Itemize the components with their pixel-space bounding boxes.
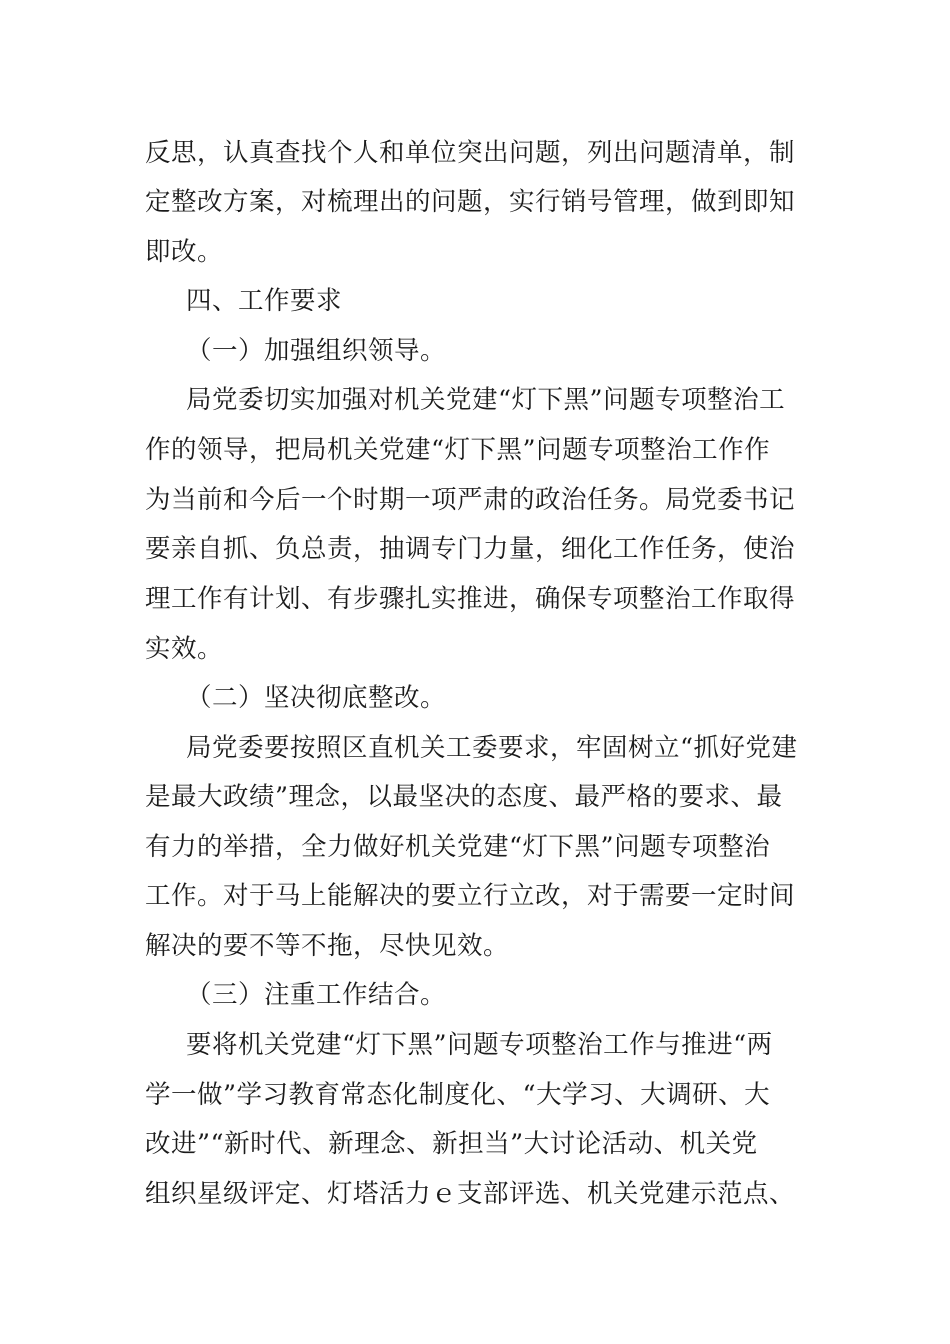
text-line: 定整改方案，对梳理出的问题，实行销号管理，做到即知 bbox=[145, 187, 796, 217]
text-line: 要亲自抓、负总责，抽调专门力量，细化工作任务，使治 bbox=[145, 534, 796, 564]
text-line: 局党委要按照区直机关工委要求，牢固树立“抓好党建 bbox=[186, 733, 798, 763]
text-line: 即改。 bbox=[145, 237, 224, 267]
text-line: 是最大政绩”理念，以最坚决的态度、最严格的要求、最 bbox=[145, 782, 783, 812]
text-line: 实效。 bbox=[145, 634, 224, 664]
text-line: 学一做”学习教育常态化制度化、“大学习、大调研、大 bbox=[145, 1080, 771, 1110]
text-line: 工作。对于马上能解决的要立行立改，对于需要一定时间 bbox=[145, 881, 796, 911]
subsection-heading: （二）坚决彻底整改。 bbox=[186, 683, 447, 713]
text-line: 组织星级评定、灯塔活力ｅ支部评选、机关党建示范点、 bbox=[145, 1179, 796, 1209]
text-line: 有力的举措，全力做好机关党建“灯下黑”问题专项整治 bbox=[145, 832, 771, 862]
text-line: 理工作有计划、有步骤扎实推进，确保专项整治工作取得 bbox=[145, 584, 796, 614]
text-line: 为当前和今后一个时期一项严肃的政治任务。局党委书记 bbox=[145, 485, 796, 515]
text-line: 要将机关党建“灯下黑”问题专项整治工作与推进“两 bbox=[186, 1030, 773, 1060]
subsection-heading: （一）加强组织领导。 bbox=[186, 336, 447, 366]
text-line: 解决的要不等不拖，尽快见效。 bbox=[145, 931, 510, 961]
text-line: 局党委切实加强对机关党建“灯下黑”问题专项整治工 bbox=[186, 385, 786, 415]
text-line: 反思，认真查找个人和单位突出问题，列出问题清单，制 bbox=[145, 138, 796, 168]
text-line: 作的领导，把局机关党建“灯下黑”问题专项整治工作作 bbox=[145, 435, 771, 465]
text-line: 改进”“新时代、新理念、新担当”大讨论活动、机关党 bbox=[145, 1129, 758, 1159]
subsection-heading: （三）注重工作结合。 bbox=[186, 980, 447, 1010]
section-heading: 四、工作要求 bbox=[186, 286, 343, 316]
